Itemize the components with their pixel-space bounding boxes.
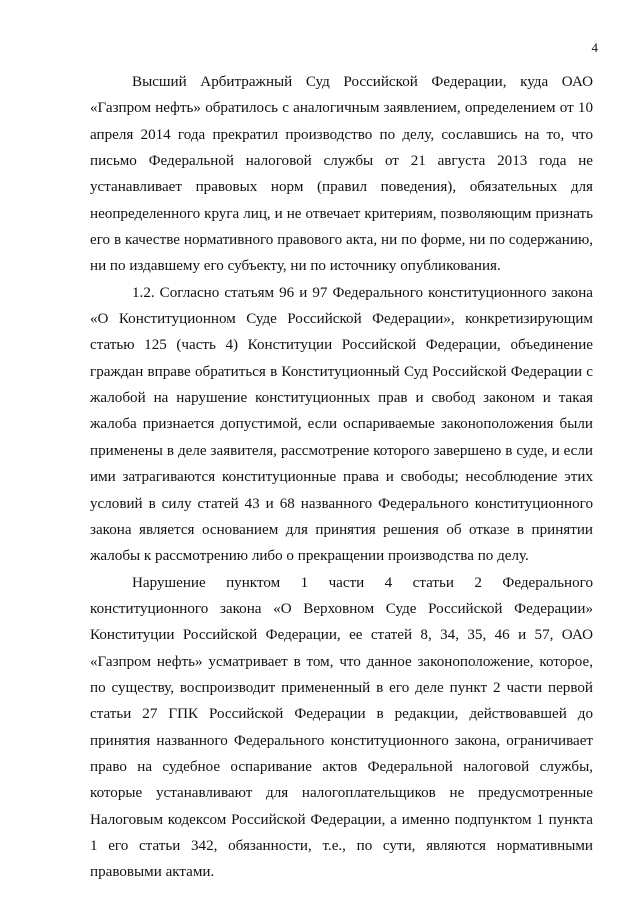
paragraph-section-1-2: 1.2. Согласно статьям 96 и 97 Федерального конституционного закона «О Конституционном Суде Российской Федерации», конкретизирующим статью 125 (часть 4) Конституции Российской Федерации, объединение граждан вправе обратиться в Конституционный Суд Российской Федерации с жалобой на нарушение конституционных прав и свобод законом и такая жалоба признается допустимой, если оспариваемые законоположения были применены в деле заявителя, рассмотрение которого завершено в суде, и если ими затрагиваются конституционные права и свободы; несоблюдение этих условий в силу статей 43 и 68 названного Федерального конституционного закона является основанием для принятия решения об отказе в принятии жалобы к рассмотрению либо о прекращении производства по делу. [90, 284, 593, 565]
paragraph-court-decision: Высший Арбитражный Суд Российской Федерации, куда ОАО «Газпром нефть» обратилось с аналогичным заявлением, определением от 10 апреля 2014 года прекратил производство по делу, сославшись на то, что письмо Федеральной налоговой службы от 21 августа 2013 года не устанавливает правовых норм (правил поведения), обязательных для неопределенного круга лиц, и не отвечает критериям, позволяющим признать его в качестве нормативного правового акта, ни по форме, ни по содержанию, ни по издавшему его субъекту, ни по источнику опубликования. [90, 74, 593, 275]
document-body [90, 69, 593, 886]
page-number: 4 [591, 40, 598, 55]
paragraph-violation-claim: Нарушение пунктом 1 части 4 статьи 2 Федерального конституционного закона «О Верховном Суде Российской Федерации» Конституции Российской Федерации, ее статей 8, 34, 35, 46 и 57, ОАО «Газпром нефть» усматривает в том, что данное законоположение, которое, по существу, воспроизводит примененный в его деле пункт 2 части первой статьи 27 ГПК Российской Федерации в редакции, действовавшей до принятия названного Федерального конституционного закона, ограничивает право на судебное оспаривание актов Федеральной налоговой службы, которые устанавливают для налогоплательщиков не предусмотренные Налоговым кодексом Российской Федерации, а именно подпунктом 1 пункта 1 его статьи 342, обязанности, т.е., по сути, являются нормативными правовыми актами. [90, 574, 593, 881]
